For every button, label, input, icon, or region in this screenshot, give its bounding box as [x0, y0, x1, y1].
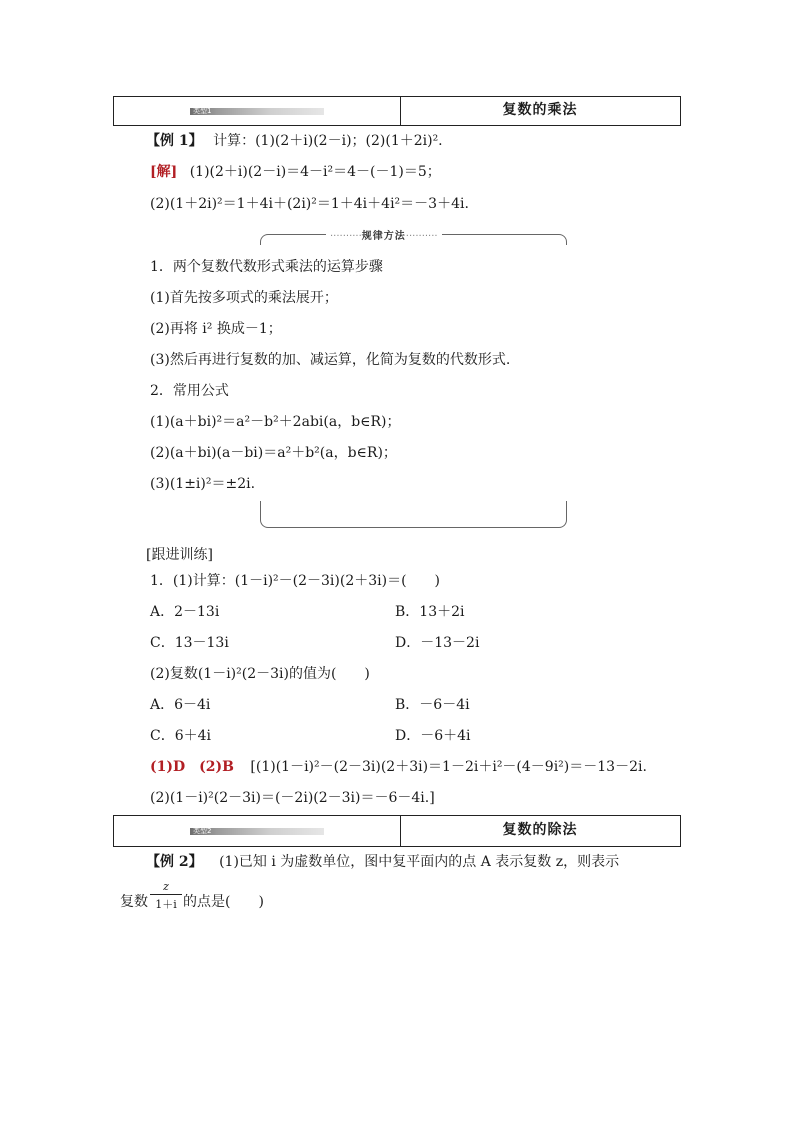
method-step-3: (3)然后再进行复数的加、减运算，化简为复数的代数形式.: [150, 352, 511, 368]
solution-1-line-1: [解] (1)(2＋i)(2－i)＝4－i²＝4－(－1)＝5；: [150, 164, 441, 180]
example-2-suffix: 的点是( ): [183, 894, 264, 910]
method-formula-2: (2)(a＋bi)(a－bi)＝a²＋b²(a，b∈R)；: [150, 445, 397, 461]
section-tag: 类型2: [190, 828, 324, 835]
example-label: 【例 2】: [146, 854, 203, 870]
method-step-2: (2)再将 i² 换成－1；: [150, 321, 282, 337]
fraction: [150, 880, 182, 910]
practice-explanation-2: (2)(1－i)²(2－3i)＝(－2i)(2－3i)＝－6－4i.]: [150, 790, 435, 806]
method-heading-1: 1．两个复数代数形式乘法的运算步骤: [150, 259, 383, 275]
practice-answer: (1)D (2)B: [150, 759, 234, 775]
fraction-bar: [150, 894, 182, 895]
section-title: 复数的除法: [502, 822, 578, 838]
solution-1-line-2: (2)(1＋2i)²＝1＋4i＋(2i)²＝1＋4i＋4i²＝－3＋4i.: [150, 196, 469, 212]
practice-explanation-1: [(1)(1－i)²－(2－3i)(2＋3i)＝1－2i＋i²－(4－9i²)＝－13－2i.: [250, 759, 647, 775]
method-box: [260, 231, 567, 528]
option-2b: B．－6－4i: [395, 697, 470, 713]
example-problem: (1)已知 i 为虚数单位，图中复平面内的点 A 表示复数 z，则表示: [219, 854, 620, 870]
example-2-prefix: 复数: [120, 894, 148, 910]
solution-label: [解]: [150, 164, 178, 180]
option-2c: C．6＋4i: [150, 728, 212, 744]
section-header-division: [113, 815, 681, 847]
option-1c: C．13－13i: [150, 635, 229, 651]
method-formula-1: (1)(a＋bi)²＝a²－b²＋2abi(a，b∈R)；: [150, 414, 401, 430]
practice-answer-line: [150, 756, 647, 776]
method-label: ··········规律方法··········: [326, 227, 442, 242]
section-title: 复数的乘法: [502, 102, 578, 118]
fraction-numerator: z: [163, 880, 169, 893]
example-1: [146, 130, 443, 150]
method-formula-3: (3)(1±i)²＝±2i.: [150, 476, 256, 492]
option-2a: A．6－4i: [150, 697, 211, 713]
practice-question-2: (2)复数(1－i)²(2－3i)的值为( ): [150, 666, 370, 682]
section-header-multiplication: [113, 96, 681, 126]
option-1d: D．－13－2i: [395, 635, 480, 651]
method-step-1: (1)首先按多项式的乘法展开；: [150, 290, 338, 306]
example-label: 【例 1】: [146, 133, 203, 149]
fraction-denominator: 1＋i: [155, 898, 177, 911]
option-1b: B．13＋2i: [395, 604, 465, 620]
method-box-bottom-border: [260, 501, 567, 528]
option-1a: A．2－13i: [150, 604, 220, 620]
example-problem: 计算：(1)(2＋i)(2－i)；(2)(1＋2i)².: [213, 133, 443, 149]
practice-question-1: 1．(1)计算：(1－i)²－(2－3i)(2＋3i)＝( ): [150, 573, 441, 589]
method-heading-2: 2．常用公式: [150, 383, 229, 399]
practice-label: [跟进训练]: [146, 547, 213, 563]
example-2-line-1: [146, 851, 619, 871]
option-2d: D．－6＋4i: [395, 728, 471, 744]
section-tag: 类型1: [190, 108, 324, 115]
